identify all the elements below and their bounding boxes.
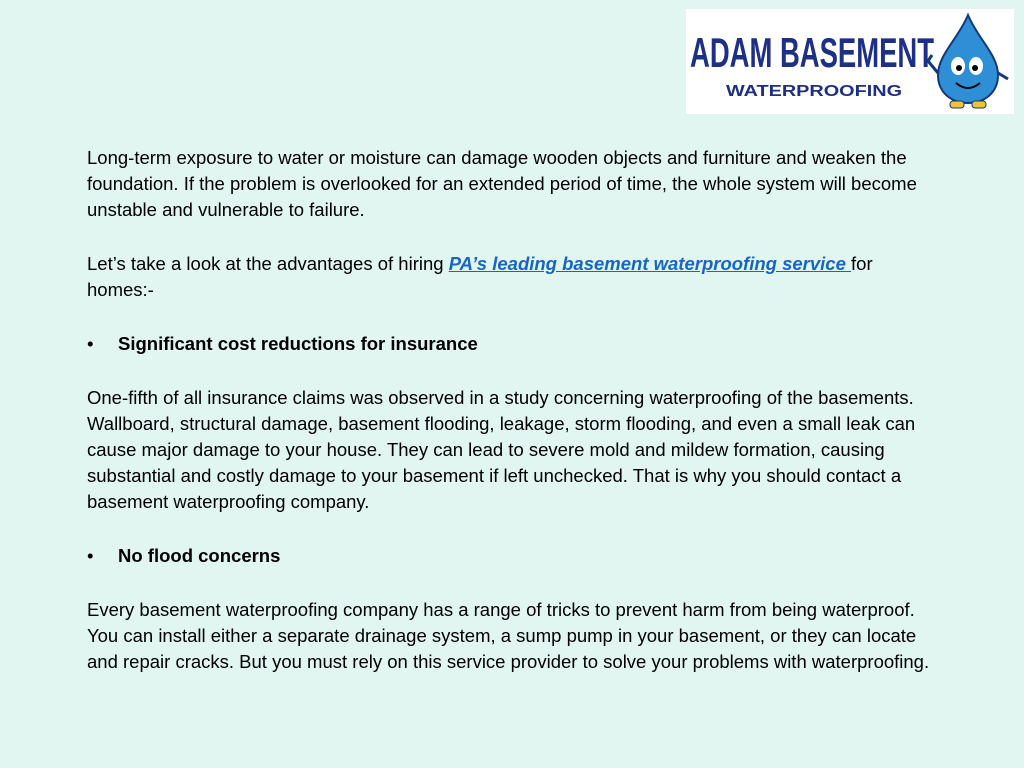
company-logo [686,9,1014,114]
water-drop-mascot-icon [924,11,1012,112]
bullet-flood [87,543,937,569]
paragraph-intro: Long-term exposure to water or moisture can damage wooden objects and furniture and weaken the foundation. If the problem is overlooked for an extended period of time, the whole system will become unstable and vulnerable to failure. [87,147,917,220]
logo-wordmark [686,9,936,114]
paragraph-advantages [87,251,937,303]
waterproofing-service-link[interactable]: PA’s leading basement waterproofing service [448,253,852,274]
bullet-insurance [87,331,937,357]
bullet-dot: • [87,333,94,354]
logo-brand-text: ADAM BASEMENT [690,29,935,76]
paragraph-flood: Every basement waterproofing company has a range of tricks to prevent harm from being waterproof. You can install either a separate drainage system, a sump pump in your basement, or they can locate and repair cracks. But you must rely on this service provider to solve your problems with waterproofing. [87,599,930,672]
advantages-lead-text: Let’s take a look at the advantages of hiring [87,253,449,274]
paragraph-insurance: One-fifth of all insurance claims was observed in a study concerning waterproofing of the basements. Wallboard, structural damage, basement flooding, leakage, storm flooding, and even a small leak can cause major damage to your house. They can lead to severe mold and mildew formation, causing substantial and costly damage to your basement if left unchecked. That is why you should contact a basement waterproofing company. [87,387,916,512]
article-body [87,145,937,703]
bullet-flood-label: No flood concerns [118,545,281,566]
logo-tagline-text: WATERPROOFING [726,83,902,100]
bullet-insurance-label: Significant cost reductions for insurance [118,333,478,354]
advantages-tail-text: for homes:- [87,253,873,300]
bullet-dot: • [87,545,94,566]
